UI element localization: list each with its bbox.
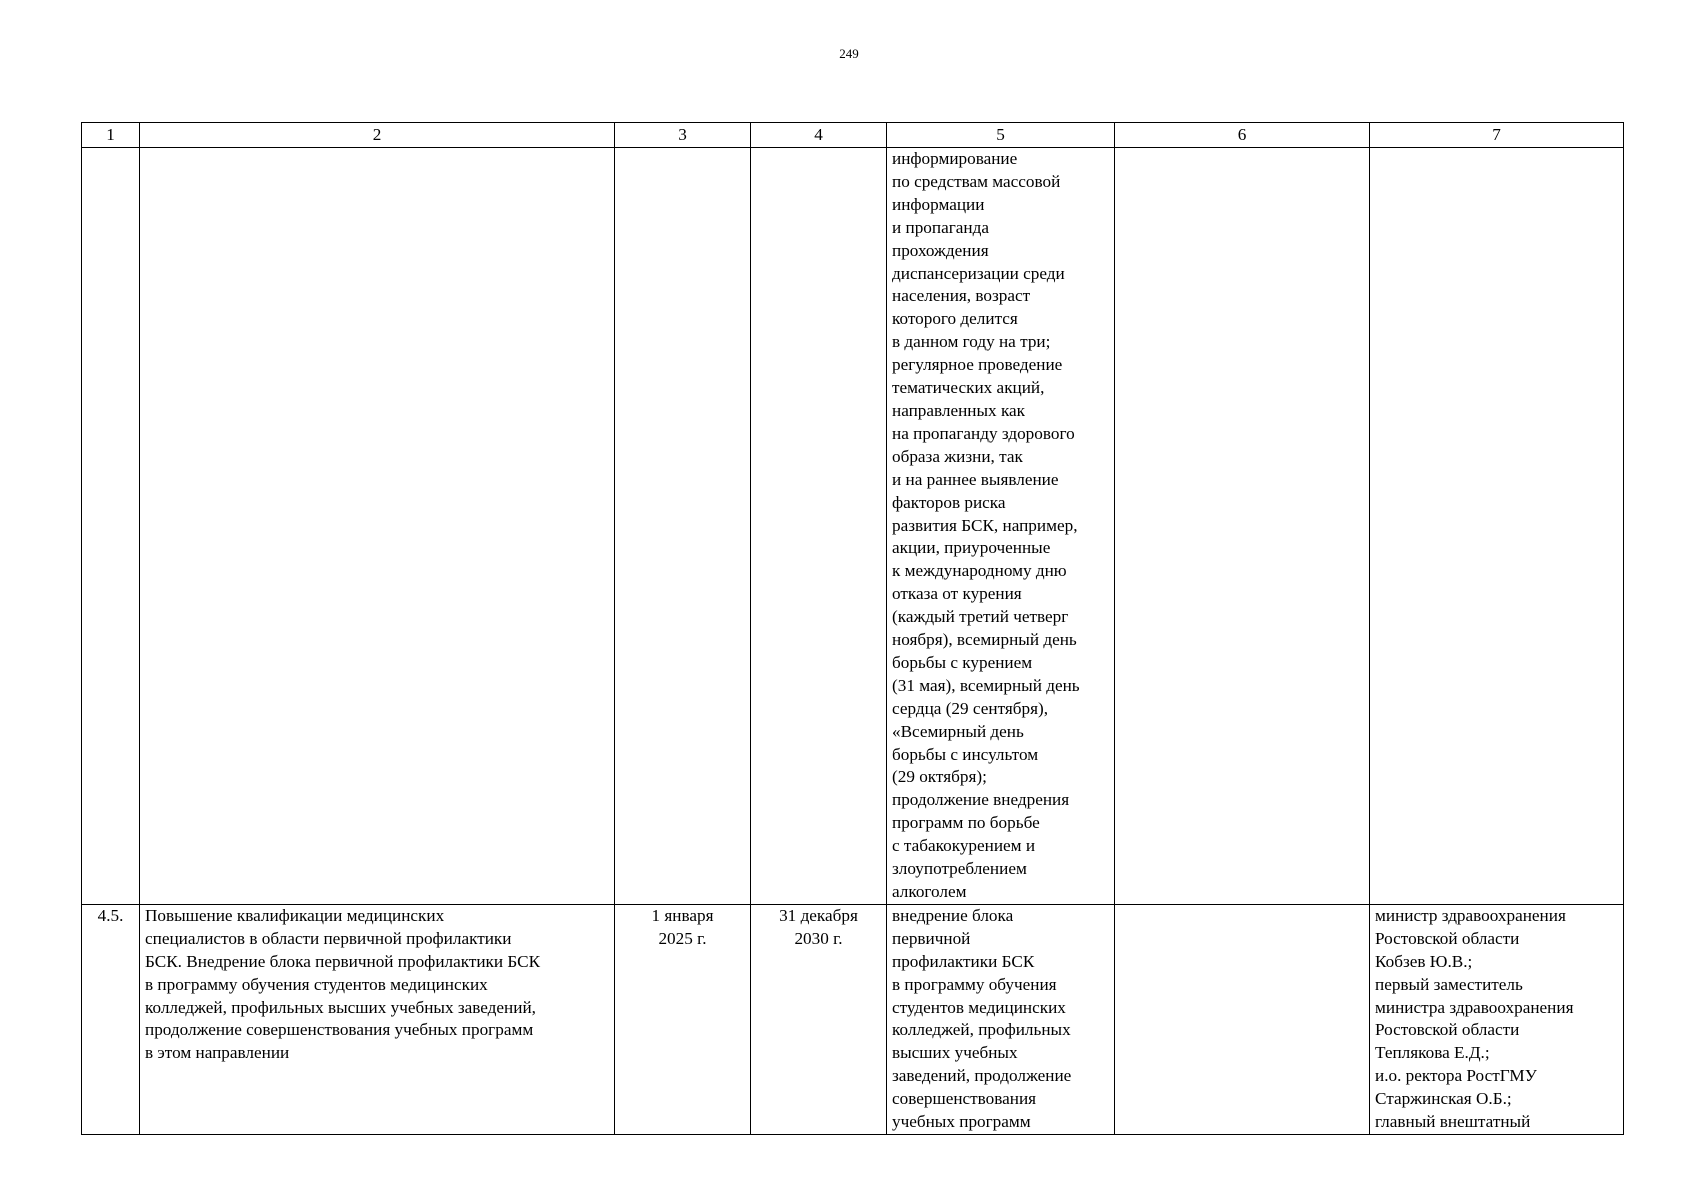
text-line: на пропаганду здорового xyxy=(892,423,1075,443)
text-line: 31 декабря xyxy=(779,905,858,925)
text-line: борьбы с инсультом xyxy=(892,744,1039,764)
text-line: и.о. ректора РостГМУ xyxy=(1375,1066,1537,1086)
text-line: сердца (29 сентября), xyxy=(892,698,1049,718)
cell-responsible xyxy=(1370,148,1624,905)
text-line: министр здравоохранения xyxy=(1375,905,1566,925)
text-line: колледжей, профильных xyxy=(892,1020,1071,1040)
text-line: факторов риска xyxy=(892,492,1006,512)
column-numbers-row xyxy=(82,123,1624,148)
text-line: прохождения xyxy=(892,240,989,260)
cell-end-date xyxy=(751,148,887,905)
text-line: первый заместитель xyxy=(1375,974,1523,994)
text-line: борьбы с курением xyxy=(892,652,1033,672)
text-line: в этом направлении xyxy=(145,1043,290,1063)
text-line: студентов медицинских xyxy=(892,997,1066,1017)
text-line: тематических акций, xyxy=(892,378,1045,398)
cell-result xyxy=(887,904,1115,1134)
text-line: профилактики БСК xyxy=(892,951,1035,971)
text-line: (29 октября); xyxy=(892,767,987,787)
text-line: развития БСК, например, xyxy=(892,515,1078,535)
cell-activity xyxy=(140,148,615,905)
text-line: программ по борьбе xyxy=(892,813,1040,833)
column-header-2: 2 xyxy=(140,123,615,148)
cell-activity xyxy=(140,904,615,1134)
text-line: в программу обучения студентов медицинских xyxy=(145,974,488,994)
text-line: злоупотреблением xyxy=(892,859,1027,879)
text-line: колледжей, профильных высших учебных заведений, xyxy=(145,997,536,1017)
text-line: (31 мая), всемирный день xyxy=(892,675,1080,695)
text-line: в программу обучения xyxy=(892,974,1057,994)
text-line: населения, возраст xyxy=(892,286,1031,306)
text-line: продолжение совершенствования учебных программ xyxy=(145,1020,534,1040)
text-line: внедрение блока xyxy=(892,905,1014,925)
cell-number xyxy=(82,148,140,905)
text-line: высших учебных xyxy=(892,1043,1018,1063)
cell-responsible xyxy=(1370,904,1624,1134)
cell-number: 4.5. xyxy=(82,904,140,1134)
column-header-3: 3 xyxy=(615,123,751,148)
text-line: Ростовской области xyxy=(1375,928,1520,948)
text-line: алкоголем xyxy=(892,882,967,901)
text-line: заведений, продолжение xyxy=(892,1066,1072,1086)
column-header-4: 4 xyxy=(751,123,887,148)
page-number: 249 xyxy=(839,46,859,61)
text-line: «Всемирный день xyxy=(892,721,1024,741)
text-line: акции, приуроченные xyxy=(892,538,1051,558)
text-line: Повышение квалификации медицинских xyxy=(145,905,445,925)
text-line: ноября), всемирный день xyxy=(892,630,1077,650)
plan-table xyxy=(81,122,1624,1135)
text-line: учебных программ xyxy=(892,1112,1031,1132)
text-line: образа жизни, так xyxy=(892,446,1023,466)
table-row xyxy=(82,148,1624,905)
text-line: диспансеризации среди xyxy=(892,263,1065,283)
cell-start-date xyxy=(615,904,751,1134)
cell-column-6 xyxy=(1115,904,1370,1134)
table-row xyxy=(82,904,1624,1134)
text-line: в данном году на три; xyxy=(892,332,1051,352)
column-header-1: 1 xyxy=(82,123,140,148)
text-line: и пропаганда xyxy=(892,217,989,237)
cell-end-date xyxy=(751,904,887,1134)
text-line: 2030 г. xyxy=(794,928,843,948)
text-line: первичной xyxy=(892,928,971,948)
text-line: которого делится xyxy=(892,309,1018,329)
column-header-7: 7 xyxy=(1370,123,1624,148)
text-line: главный внештатный xyxy=(1375,1112,1531,1132)
text-line: министра здравоохранения xyxy=(1375,997,1574,1017)
text-line: Теплякова Е.Д.; xyxy=(1375,1043,1490,1063)
text-line: по средствам массовой xyxy=(892,171,1061,191)
text-line: Ростовской области xyxy=(1375,1020,1520,1040)
text-line: 1 января xyxy=(651,905,714,925)
text-line: 2025 г. xyxy=(658,928,707,948)
cell-result xyxy=(887,148,1115,905)
text-line: (каждый третий четверг xyxy=(892,607,1069,627)
text-line: информирование xyxy=(892,149,1018,168)
text-line: с табакокурением и xyxy=(892,836,1036,856)
text-line: к международному дню xyxy=(892,561,1067,581)
text-line: БСК. Внедрение блока первичной профилактики БСК xyxy=(145,951,541,971)
text-line: специалистов в области первичной профилактики xyxy=(145,928,512,948)
text-line: и на раннее выявление xyxy=(892,469,1059,489)
text-line: направленных как xyxy=(892,400,1026,420)
text-line: информации xyxy=(892,194,985,214)
text-line: Старжинская О.Б.; xyxy=(1375,1089,1512,1109)
text-line: продолжение внедрения xyxy=(892,790,1070,810)
column-header-5: 5 xyxy=(887,123,1115,148)
text-line: отказа от курения xyxy=(892,584,1022,604)
cell-column-6 xyxy=(1115,148,1370,905)
cell-start-date xyxy=(615,148,751,905)
text-line: совершенствования xyxy=(892,1089,1037,1109)
text-line: Кобзев Ю.В.; xyxy=(1375,951,1473,971)
table-body xyxy=(82,148,1624,1135)
text-line: регулярное проведение xyxy=(892,355,1063,375)
column-header-6: 6 xyxy=(1115,123,1370,148)
